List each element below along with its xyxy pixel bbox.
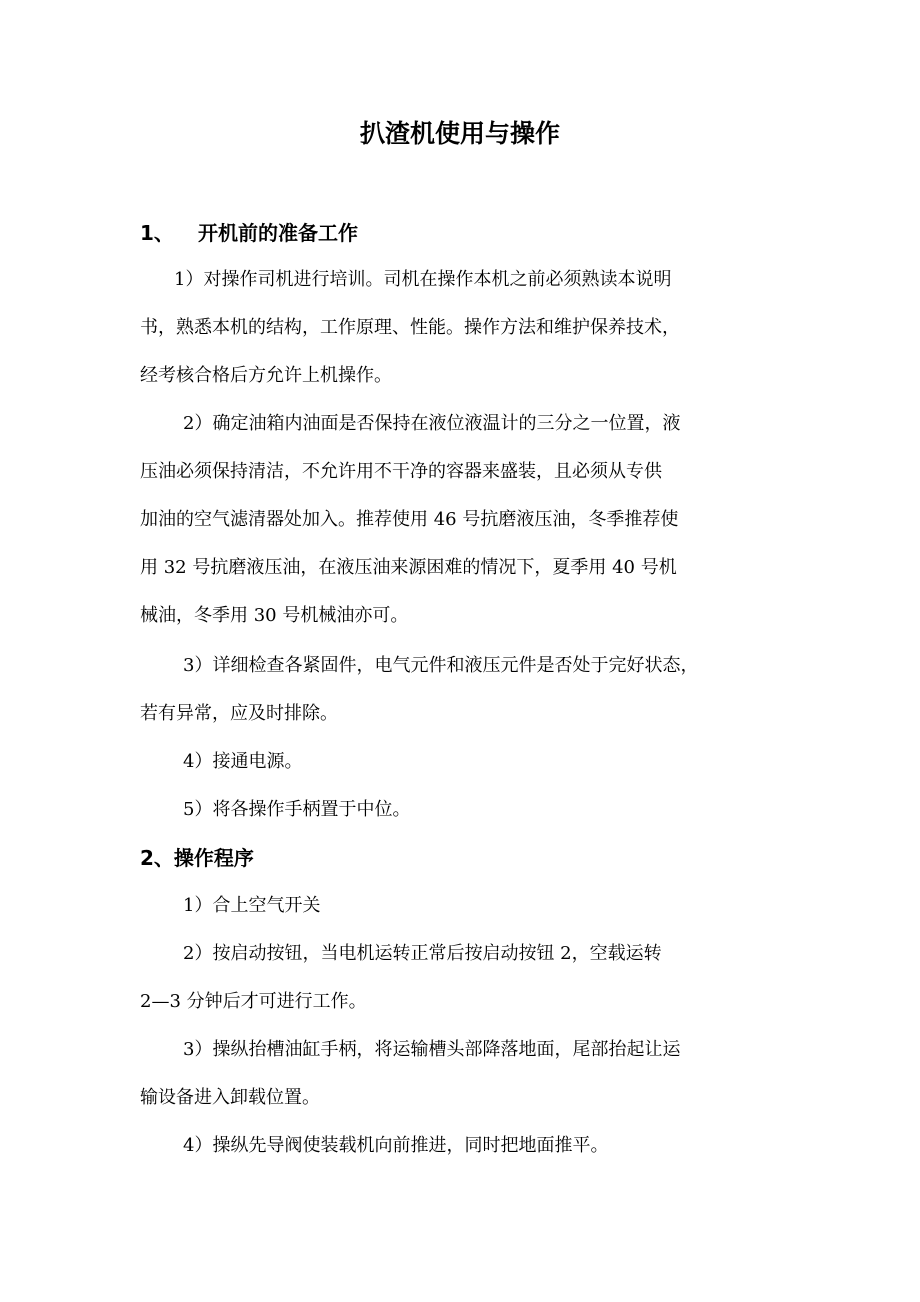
paragraph-line: 经考核合格后方允许上机操作。 <box>140 365 392 386</box>
paragraph-line: 1）对操作司机进行培训。司机在操作本机之前必须熟读本说明 <box>174 269 672 290</box>
paragraph-line: 1）合上空气开关 <box>183 895 321 916</box>
paragraph-line: 若有异常，应及时排除。 <box>140 703 338 724</box>
paragraph-line: 4）接通电源。 <box>183 751 303 772</box>
paragraph-line: 5）将各操作手柄置于中位。 <box>183 799 411 820</box>
paragraph-line: 书，熟悉本机的结构，工作原理、性能。操作方法和维护保养技术， <box>140 317 680 338</box>
paragraph-line: 械油，冬季用 30 号机械油亦可。 <box>140 605 409 626</box>
section-1-heading <box>140 218 358 248</box>
paragraph-line: 2）确定油箱内油面是否保持在液位液温计的三分之一位置，液 <box>183 413 681 434</box>
section-1-title: 开机前的准备工作 <box>198 221 358 245</box>
paragraph-line: 2）按启动按钮，当电机运转正常后按启动按钮 2，空载运转 <box>183 943 662 964</box>
section-1-number: 1、 <box>140 221 174 245</box>
section-2-heading: 2、操作程序 <box>140 846 254 870</box>
paragraph-line: 3）详细检查各紧固件，电气元件和液压元件是否处于完好状态， <box>183 655 699 676</box>
document-title: 扒渣机使用与操作 <box>359 119 560 148</box>
paragraph-line: 加油的空气滤清器处加入。推荐使用 46 号抗磨液压油，冬季推荐使 <box>140 509 679 530</box>
paragraph-line: 输设备进入卸载位置。 <box>140 1087 320 1108</box>
paragraph-line: 3）操纵抬槽油缸手柄，将运输槽头部降落地面，尾部抬起让运 <box>183 1039 681 1060</box>
paragraph-line: 用 32 号抗磨液压油，在液压油来源困难的情况下，夏季用 40 号机 <box>140 557 677 578</box>
paragraph-line: 压油必须保持清洁，不允许用不干净的容器来盛装，且必须从专供 <box>140 461 662 482</box>
paragraph-line: 4）操纵先导阀使装载机向前推进，同时把地面推平。 <box>183 1135 609 1156</box>
paragraph-line: 2—3 分钟后才可进行工作。 <box>140 991 367 1012</box>
